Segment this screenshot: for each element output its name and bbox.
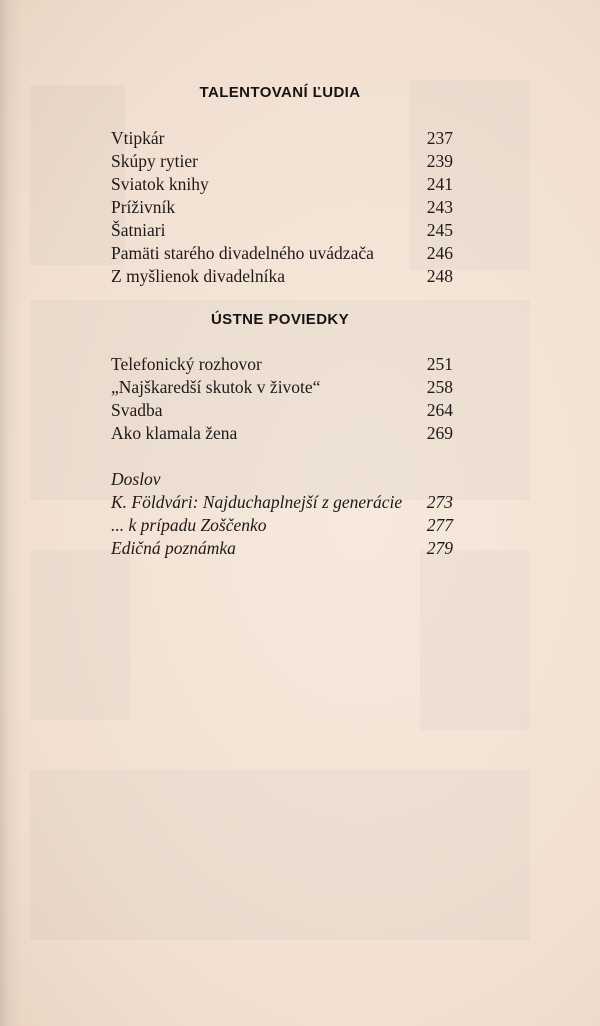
entry-page-number: 258 — [426, 377, 453, 397]
entry-page-number: 245 — [426, 220, 453, 240]
entry-page-number: 248 — [426, 266, 453, 286]
toc-entry — [111, 491, 453, 514]
entry-title: „Najškaredší skutok v živote“ — [111, 377, 321, 397]
toc-entry — [111, 265, 453, 288]
toc-list — [111, 127, 453, 288]
entry-title: Vtipkár — [111, 128, 165, 148]
entry-title: Z myšlienok divadelníka — [111, 266, 285, 286]
entry-page-number: 279 — [426, 538, 453, 558]
entry-page-number: 269 — [426, 423, 453, 443]
toc-entry — [111, 376, 453, 399]
entry-title: Edičná poznámka — [111, 538, 236, 558]
show-through-block — [30, 550, 130, 720]
entry-page-number: 243 — [426, 197, 453, 217]
afterword-label: Doslov — [111, 469, 161, 489]
entry-page-number: 246 — [426, 243, 453, 263]
toc-entry — [111, 196, 453, 219]
toc-entry — [111, 242, 453, 265]
entry-page-number: 251 — [426, 354, 453, 374]
toc-entry — [111, 399, 453, 422]
show-through-block — [420, 550, 530, 730]
entry-page-number: 237 — [426, 128, 453, 148]
entry-page-number: 264 — [426, 400, 453, 420]
entry-page-number: 239 — [426, 151, 453, 171]
toc-entry — [111, 514, 453, 537]
afterword-list — [111, 468, 453, 560]
entry-page-number: 241 — [426, 174, 453, 194]
section-heading: TALENTOVANÍ ĽUDIA — [199, 84, 361, 101]
entry-title: Šatniari — [111, 220, 166, 240]
entry-title: Sviatok knihy — [111, 174, 209, 194]
section-heading: ÚSTNE POVIEDKY — [210, 311, 350, 328]
entry-title: K. Földvári: Najduchaplnejší z generácie — [111, 492, 403, 512]
entry-title: Telefonický rozhovor — [111, 354, 262, 374]
show-through-block — [30, 770, 530, 940]
toc-entry — [111, 127, 453, 150]
entry-title: Príživník — [111, 197, 176, 217]
entry-page-number: 273 — [426, 492, 453, 512]
toc-entry — [111, 422, 453, 445]
toc-entry — [111, 537, 453, 560]
toc-list — [111, 353, 453, 445]
entry-title: Svadba — [111, 400, 163, 420]
entry-title: Ako klamala žena — [111, 423, 238, 443]
entry-page-number: 277 — [426, 515, 453, 535]
toc-entry — [111, 219, 453, 242]
entry-title: Pamäti starého divadelného uvádzača — [111, 243, 374, 263]
toc-entry — [111, 173, 453, 196]
toc-entry — [111, 150, 453, 173]
entry-title: ... k prípadu Zoščenko — [111, 515, 267, 535]
toc-entry — [111, 353, 453, 376]
entry-title: Skúpy rytier — [111, 151, 199, 171]
